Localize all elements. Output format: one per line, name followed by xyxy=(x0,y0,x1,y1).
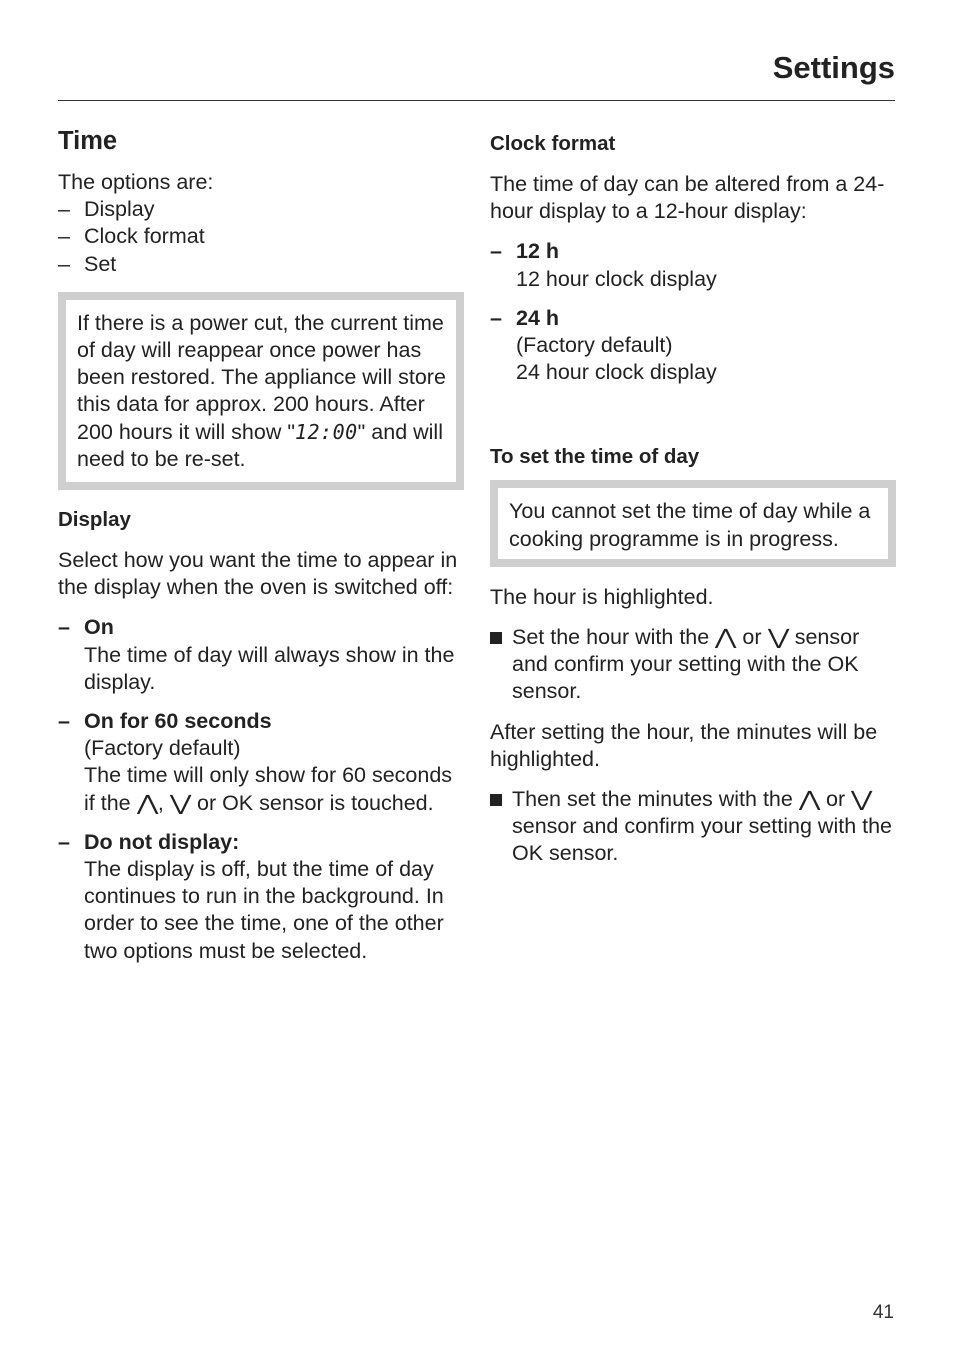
dash-marker: – xyxy=(58,829,70,854)
lcd-time-value: 12:00 xyxy=(294,419,358,444)
step-text: Then set the minutes with the xyxy=(512,787,799,812)
time-heading: Time xyxy=(58,127,118,155)
display-option-desc: The display is off, but the time of day continues to run in the background. In order to see the time, one of the other two options must be selected. xyxy=(84,857,444,963)
display-option-title: Do not display: xyxy=(84,829,240,854)
display-option-title: On for 60 seconds xyxy=(84,709,272,734)
clock-format-options xyxy=(490,238,896,386)
dash-marker: – xyxy=(58,709,70,734)
display-option-off xyxy=(58,829,464,965)
down-chevron-icon: ⋁ xyxy=(169,791,192,815)
step-text: or xyxy=(736,625,768,650)
desc-text: or OK sensor is touched. xyxy=(191,790,434,815)
page-number: 41 xyxy=(872,1302,894,1323)
dash-marker: – xyxy=(490,239,502,264)
power-cut-note xyxy=(58,292,464,490)
power-cut-note-text-a: If there is a power cut, the current time of day will reappear once power has been restored. The appliance will store this data for approx. 200 hours. After 200 hours it will show " xyxy=(77,310,446,444)
up-chevron-icon: ⋀ xyxy=(715,626,737,650)
option-display: – Display xyxy=(58,196,464,223)
down-chevron-icon: ⋁ xyxy=(767,626,789,650)
display-option-desc: The time of day will always show in the display. xyxy=(84,642,455,694)
dash-marker: – xyxy=(58,615,70,640)
display-option-title: On xyxy=(84,615,114,640)
page-section-title: Settings xyxy=(772,50,895,85)
step-set-minutes xyxy=(490,786,896,868)
up-chevron-icon: ⋀ xyxy=(798,788,821,812)
clock-option-desc: 12 hour clock display xyxy=(516,266,717,291)
option-set: – Set xyxy=(58,251,464,278)
options-list xyxy=(58,196,464,278)
power-cut-note-text-b: " and will need to be re-set. xyxy=(77,419,443,471)
step-text: or xyxy=(820,787,852,812)
separator: , xyxy=(157,790,170,815)
right-column xyxy=(490,120,896,868)
factory-default-label: (Factory default) xyxy=(516,333,673,358)
down-chevron-icon: ⋁ xyxy=(850,788,873,812)
after-hour-text: After setting the hour, the minutes will be highlighted. xyxy=(490,719,878,771)
clock-format-heading: Clock format xyxy=(490,132,616,155)
desc-text: The time will only show for 60 seconds if the xyxy=(84,763,453,815)
factory-default-label: (Factory default) xyxy=(84,736,241,761)
clock-format-12h xyxy=(490,238,896,292)
dash-marker: – xyxy=(490,305,502,330)
set-time-heading: To set the time of day xyxy=(490,445,700,469)
clock-option-title: 12 h xyxy=(516,239,560,264)
display-option-on xyxy=(58,614,464,696)
display-option-desc xyxy=(84,762,464,816)
display-option-on-60 xyxy=(58,708,464,817)
left-column xyxy=(58,120,464,977)
step-text: Set the hour with the xyxy=(512,625,716,650)
clock-format-24h xyxy=(490,305,896,387)
display-options-list xyxy=(58,614,464,964)
bullet-square-icon xyxy=(490,632,502,644)
step-set-hour xyxy=(490,624,896,706)
display-intro: Select how you want the time to appear in the display when the oven is switched off: xyxy=(58,548,458,600)
up-chevron-icon: ⋀ xyxy=(136,791,158,815)
step-text: sensor and confirm your setting with the OK sensor. xyxy=(512,814,893,866)
bullet-square-icon xyxy=(490,794,502,806)
set-time-note-text: You cannot set the time of day while a cooking programme is in progress. xyxy=(509,499,871,551)
clock-format-intro: The time of day can be altered from a 24-hour display to a 12-hour display: xyxy=(490,172,885,224)
hour-highlighted-text: The hour is highlighted. xyxy=(490,584,714,609)
set-time-note xyxy=(490,480,896,566)
option-clock-format: – Clock format xyxy=(58,223,464,250)
header-divider xyxy=(58,100,895,101)
display-heading: Display xyxy=(58,508,131,532)
clock-option-desc: 24 hour clock display xyxy=(516,360,717,385)
options-intro: The options are: xyxy=(58,170,214,194)
step-text: sensor and confirm your setting with the OK sensor. xyxy=(512,625,860,704)
clock-option-title: 24 h xyxy=(516,305,560,330)
